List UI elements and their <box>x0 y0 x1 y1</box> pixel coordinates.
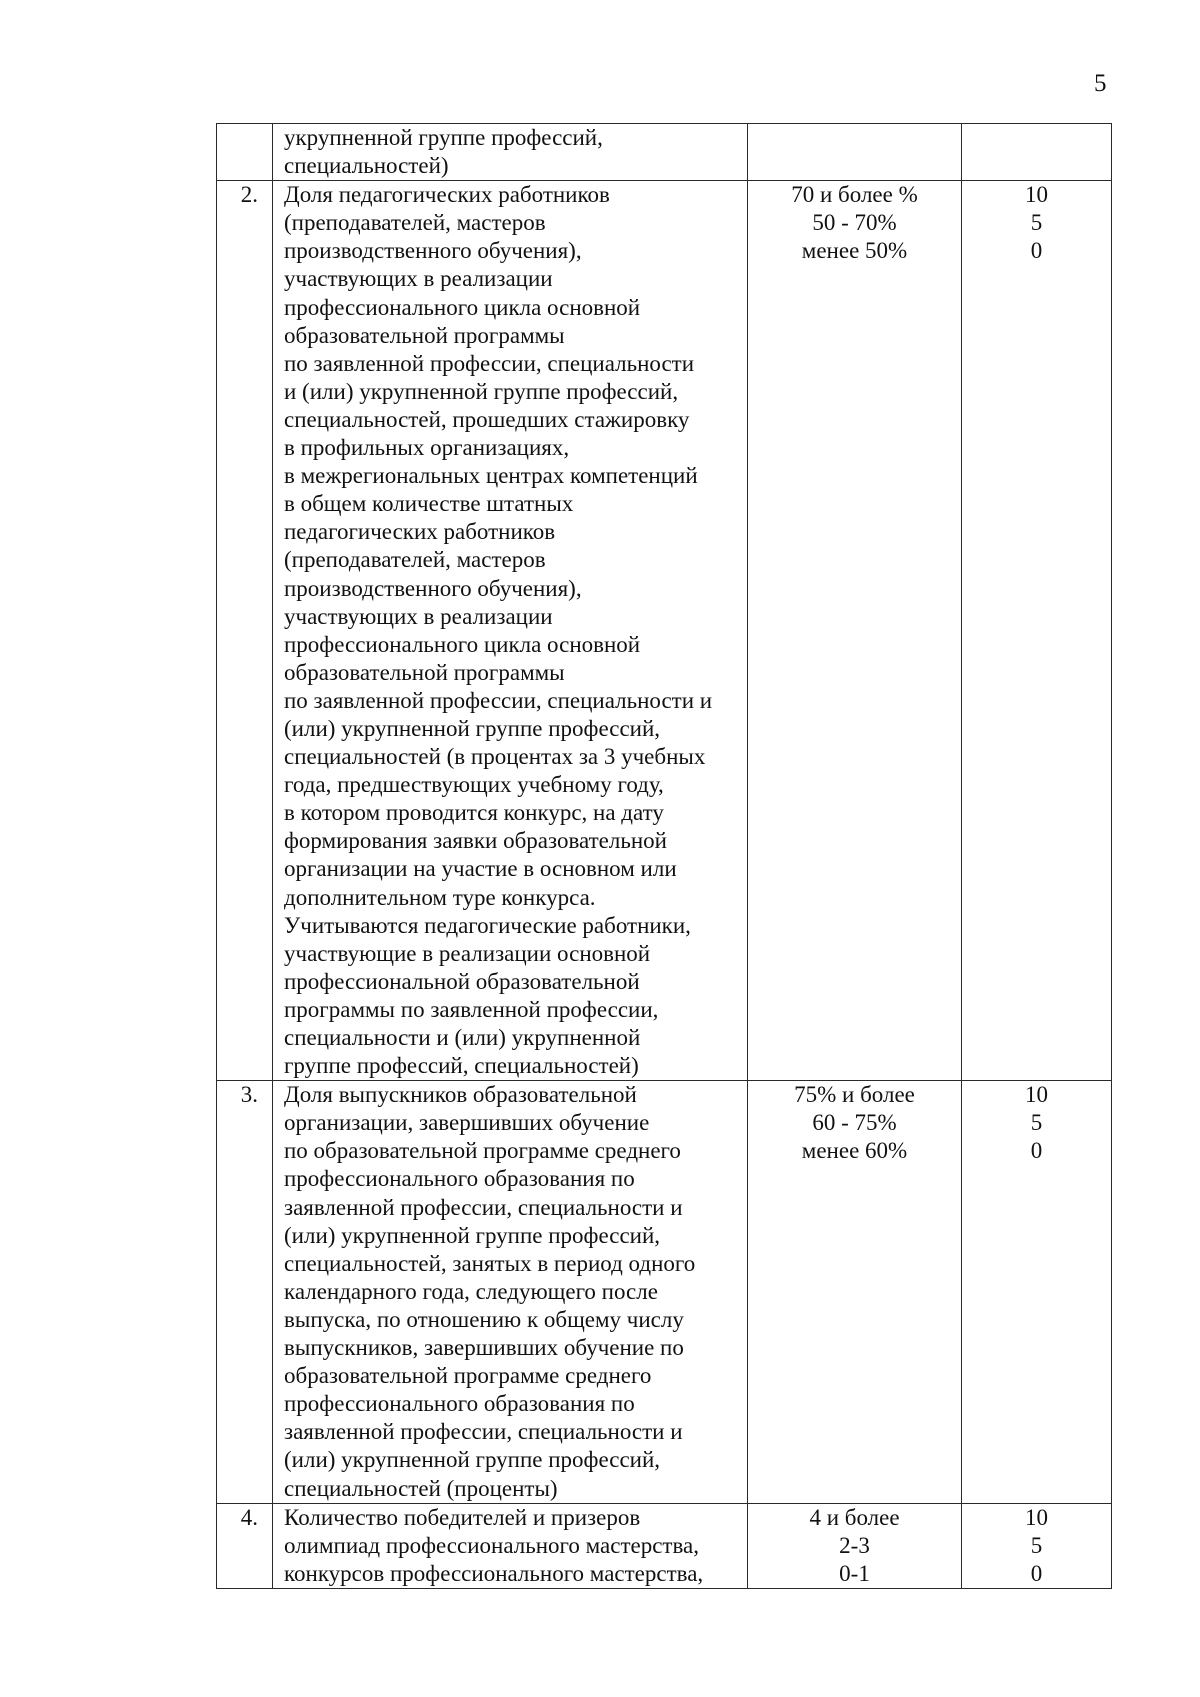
criterion-text-line: по образовательной программе среднего <box>284 1138 681 1164</box>
criterion-text-line: профессионального цикла основной <box>284 294 641 320</box>
criterion-text-line: по заявленной профессии, специальности <box>284 350 695 376</box>
page-number: 5 <box>1094 70 1107 97</box>
criteria-row <box>217 181 1112 1081</box>
criterion-text-line: года, предшествующих учебному году, <box>284 772 664 798</box>
criteria-row <box>217 1503 1112 1588</box>
row-number: 3. <box>217 1081 273 1503</box>
criterion-score: 0 <box>1030 238 1043 264</box>
criterion-text <box>273 1503 748 1588</box>
criterion-values <box>748 181 962 1081</box>
criterion-text-line: профессионального образования по <box>284 1166 635 1192</box>
criterion-value: 2-3 <box>839 1532 870 1558</box>
criterion-text <box>273 181 748 1081</box>
criterion-text-line: (преподавателей, мастеров <box>284 547 546 573</box>
criterion-text-line: дополнительном туре конкурса. <box>284 884 596 910</box>
criterion-text-line: Учитываются педагогические работники, <box>284 912 691 938</box>
criterion-text-line: (или) укрупненной группе профессий, <box>284 1222 661 1248</box>
criterion-value: 75% и более <box>794 1082 915 1108</box>
criterion-scores <box>962 1503 1112 1588</box>
criterion-text-line: профессионального цикла основной <box>284 631 641 657</box>
criterion-score: 5 <box>1030 1532 1043 1558</box>
criterion-text-line: Количество победителей и призеров <box>284 1504 641 1530</box>
criterion-text-line: заявленной профессии, специальности и <box>284 1194 683 1220</box>
criterion-text-line: образовательной программы <box>284 322 565 348</box>
criterion-score: 10 <box>1025 1082 1048 1108</box>
criterion-text-line: программы по заявленной профессии, <box>284 996 659 1022</box>
criterion-text-line: специальности и (или) укрупненной <box>284 1025 641 1050</box>
criteria-row <box>217 1081 1112 1503</box>
criteria-table <box>216 123 1112 1589</box>
criterion-text-line: в межрегиональных центрах компетенций <box>284 463 698 489</box>
criteria-row <box>217 124 1112 181</box>
criterion-value: 50 - 70% <box>812 210 897 236</box>
criterion-text-line: специальностей) <box>284 153 449 179</box>
criterion-text-line: участвующих в реализации <box>284 266 553 292</box>
criterion-text-line: производственного обучения), <box>284 238 582 264</box>
criterion-value: 70 и более % <box>791 182 918 208</box>
criterion-text-line: группе профессий, специальностей) <box>284 1053 639 1079</box>
criterion-text-line: организации на участие в основном или <box>284 856 677 882</box>
criterion-text-line: в профильных организациях, <box>284 435 570 461</box>
criterion-text-line: выпуска, по отношению к общему числу <box>284 1306 684 1332</box>
criterion-score: 5 <box>1030 1110 1043 1136</box>
criterion-text-line: по заявленной профессии, специальности и <box>284 687 713 713</box>
criterion-text-line: образовательной программы <box>284 659 565 685</box>
criterion-score: 0 <box>1030 1560 1043 1586</box>
criterion-values <box>748 124 962 181</box>
criterion-score: 10 <box>1025 182 1048 208</box>
criterion-text-line: специальностей, прошедших стажировку <box>284 406 690 432</box>
criterion-text-line: (или) укрупненной группе профессий, <box>284 1447 661 1473</box>
criterion-scores <box>962 181 1112 1081</box>
criterion-text-line: календарного года, следующего после <box>284 1278 658 1304</box>
criterion-text-line: формирования заявки образовательной <box>284 828 667 854</box>
criterion-scores <box>962 124 1112 181</box>
criterion-text-line: образовательной программе среднего <box>284 1363 652 1389</box>
criterion-text <box>273 124 748 181</box>
criterion-text-line: (или) укрупненной группе профессий, <box>284 715 661 741</box>
row-number: 4. <box>217 1503 273 1588</box>
criterion-score: 5 <box>1030 210 1043 236</box>
criterion-text <box>273 1081 748 1503</box>
criterion-text-line: участвующие в реализации основной <box>284 940 651 966</box>
row-number: 2. <box>217 181 273 1081</box>
criterion-value: менее 50% <box>801 238 908 264</box>
criterion-value: 4 и более <box>809 1504 900 1530</box>
criterion-text-line: олимпиад профессионального мастерства, <box>284 1532 699 1558</box>
criterion-text-line: организации, завершивших обучение <box>284 1110 650 1136</box>
criterion-text-line: в общем количестве штатных <box>284 491 574 517</box>
criterion-text-line: педагогических работников <box>284 519 556 545</box>
criterion-text-line: участвующих в реализации <box>284 603 553 629</box>
criterion-score: 0 <box>1030 1138 1043 1164</box>
criterion-text-line: специальностей, занятых в период одного <box>284 1250 696 1276</box>
criterion-value: 0-1 <box>839 1560 870 1586</box>
criterion-value: менее 60% <box>801 1138 908 1164</box>
criterion-text-line: в котором проводится конкурс, на дату <box>284 800 664 826</box>
criterion-text-line: заявленной профессии, специальности и <box>284 1419 683 1445</box>
criterion-text-line: Доля выпускников образовательной <box>284 1082 637 1108</box>
criterion-values <box>748 1081 962 1503</box>
criterion-text-line: и (или) укрупненной группе профессий, <box>284 378 679 404</box>
row-number <box>217 124 273 181</box>
criterion-text-line: специальностей (в процентах за 3 учебных <box>284 744 706 770</box>
criterion-text-line: (преподавателей, мастеров <box>284 210 546 236</box>
criterion-text-line: профессиональной образовательной <box>284 968 640 994</box>
criterion-text-line: выпускников, завершивших обучение по <box>284 1335 684 1361</box>
criterion-text-line: конкурсов профессионального мастерства, <box>284 1560 704 1586</box>
criterion-text-line: укрупненной группе профессий, <box>284 125 603 150</box>
criterion-text-line: профессионального образования по <box>284 1391 635 1417</box>
criterion-value: 60 - 75% <box>812 1110 897 1136</box>
criterion-scores <box>962 1081 1112 1503</box>
criterion-text-line: производственного обучения), <box>284 575 582 601</box>
criterion-text-line: специальностей (проценты) <box>284 1475 558 1501</box>
criterion-text-line: Доля педагогических работников <box>284 182 610 208</box>
criterion-values <box>748 1503 962 1588</box>
criterion-score: 10 <box>1025 1504 1048 1530</box>
